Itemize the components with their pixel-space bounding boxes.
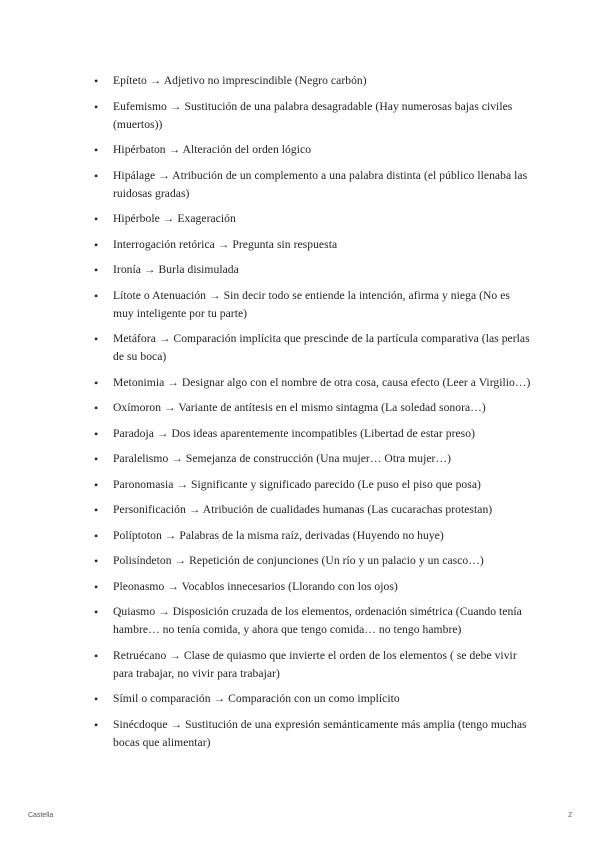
footer-author: Castella (28, 812, 54, 819)
list-item: • Hipérbaton → Alteración del orden lógico (92, 141, 532, 159)
list-item: • Quiasmo → Disposición cruzada de los elementos, ordenación simétrica (Cuando tenía hambre… no tenía comida, y ahora que tengo comida… no tengo hambre) (92, 603, 532, 639)
list-item: • Epíteto → Adjetivo no imprescindible (Negro carbón) (92, 72, 532, 90)
list-item: • Retruécano → Clase de quiasmo que invierte el orden de los elementos ( se debe vivir para trabajar, no vivir para trabajar) (92, 647, 532, 683)
list-item: • Metáfora → Comparación implícita que prescinde de la partícula comparativa (las perlas de su boca) (92, 330, 532, 366)
list-item: • Oxímoron → Variante de antítesis en el mismo sintagma (La soledad sonora…) (92, 399, 532, 417)
list-item: • Personificación → Atribución de cualidades humanas (Las cucarachas protestan) (92, 501, 532, 519)
page-number: 2 (568, 812, 572, 819)
figures-list (92, 72, 532, 759)
list-item: • Sinécdoque → Sustitución de una expresión semánticamente más amplia (tengo muchas bocas que alimentar) (92, 716, 532, 752)
list-item: • Paronomasia → Significante y significado parecido (Le puso el piso que posa) (92, 476, 532, 494)
list-item: • Hipálage → Atribución de un complemento a una palabra distinta (el público llenaba las ruidosas gradas) (92, 167, 532, 203)
list-item: • Paralelismo → Semejanza de construcción (Una mujer… Otra mujer…) (92, 450, 532, 468)
list-item: • Lítote o Atenuación → Sin decir todo se entiende la intención, afirma y niega (No es muy inteligente por tu parte) (92, 287, 532, 323)
list-item: • Políptoton → Palabras de la misma raíz, derivadas (Huyendo no huye) (92, 527, 532, 545)
list-item: • Hipérbole → Exageración (92, 210, 532, 228)
list-item: • Símil o comparación → Comparación con un como implícito (92, 690, 532, 708)
list-item: • Pleonasmo → Vocablos innecesarios (Llorando con los ojos) (92, 578, 532, 596)
list-item: • Metonimia → Designar algo con el nombre de otra cosa, causa efecto (Leer a Virgilio…) (92, 374, 532, 392)
list-item: • Interrogación retórica → Pregunta sin respuesta (92, 236, 532, 254)
list-item: • Ironía → Burla disimulada (92, 261, 532, 279)
list-item: • Polisíndeton → Repetición de conjunciones (Un río y un palacio y un casco…) (92, 552, 532, 570)
list-item: • Eufemismo → Sustitución de una palabra desagradable (Hay numerosas bajas civiles (muertos)) (92, 98, 532, 134)
list-item: • Paradoja → Dos ideas aparentemente incompatibles (Libertad de estar preso) (92, 425, 532, 443)
